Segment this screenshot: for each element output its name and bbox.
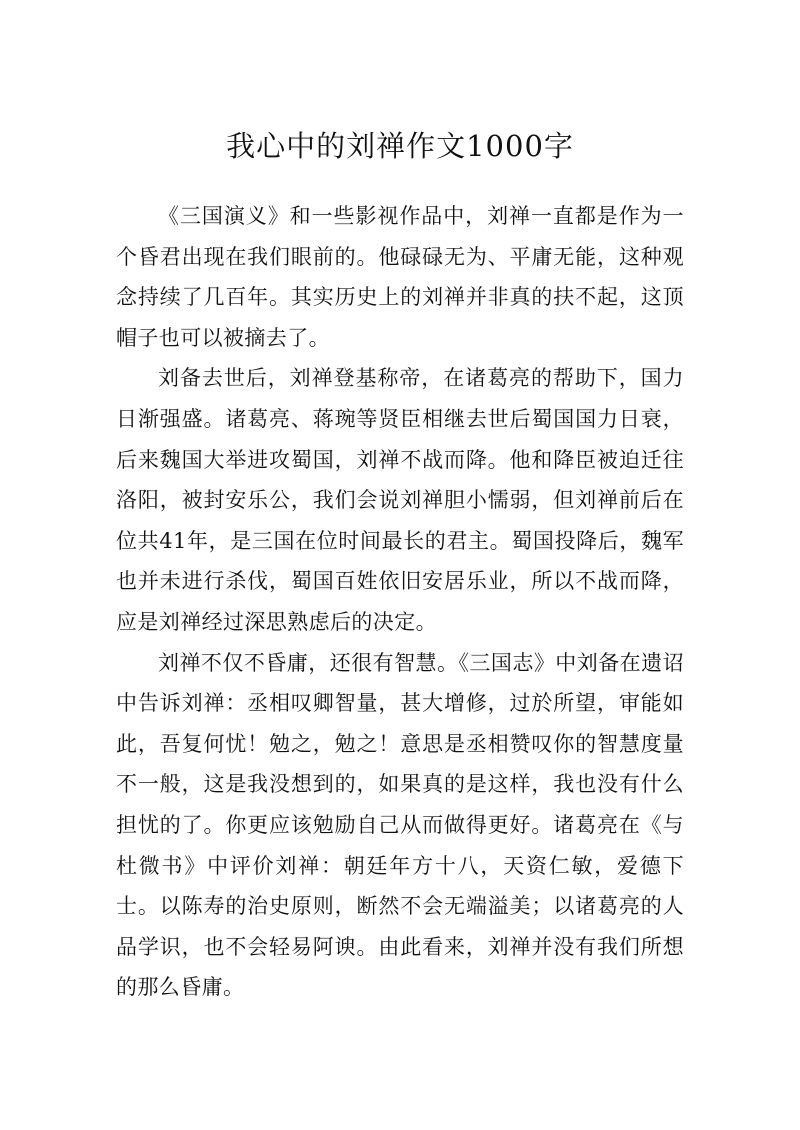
paragraph-1: 《三国演义》和一些影视作品中，刘禅一直都是作为一个昏君出现在我们眼前的。他碌碌无为、平庸无能，这种观念持续了几百年。其实历史上的刘禅并非真的扶不起，这顶帽子也可以被摘去了。 (116, 204, 684, 350)
paragraph-2: 刘备去世后，刘禅登基称帝，在诸葛亮的帮助下，国力日渐强盛。诸葛亮、蒋琬等贤臣相继去世后蜀国国力日衰，后来魏国大举进攻蜀国，刘禅不战而降。他和降臣被迫迁往洛阳，被封安乐公，我们会说刘禅胆小懦弱，但刘禅前后在位共41年，是三国在位时间最长的君主。蜀国投降后，魏军也并未进行杀伐，蜀国百姓依旧安居乐业，所以不战而降，应是刘禅经过深思熟虑后的决定。 (116, 366, 684, 634)
paragraph-3: 刘禅不仅不昏庸，还很有智慧。《三国志》中刘备在遗诏中告诉刘禅：丞相叹卿智量，甚大增修，过於所望，审能如此，吾复何忧！勉之，勉之！意思是丞相赞叹你的智慧度量不一般，这是我没想到的，如果真的是这样，我也没有什么担忧的了。你更应该勉励自己从而做得更好。诸葛亮在《与杜微书》中评价刘禅：朝廷年方十八，天资仁敏，爱德下士。以陈寿的治史原则，断然不会无端溢美；以诸葛亮的人品学识，也不会轻易阿谀。由此看来，刘禅并没有我们所想的那么昏庸。 (116, 650, 684, 1000)
page-title: 我心中的刘禅作文1000字 (226, 129, 574, 163)
document-body (116, 196, 684, 1008)
